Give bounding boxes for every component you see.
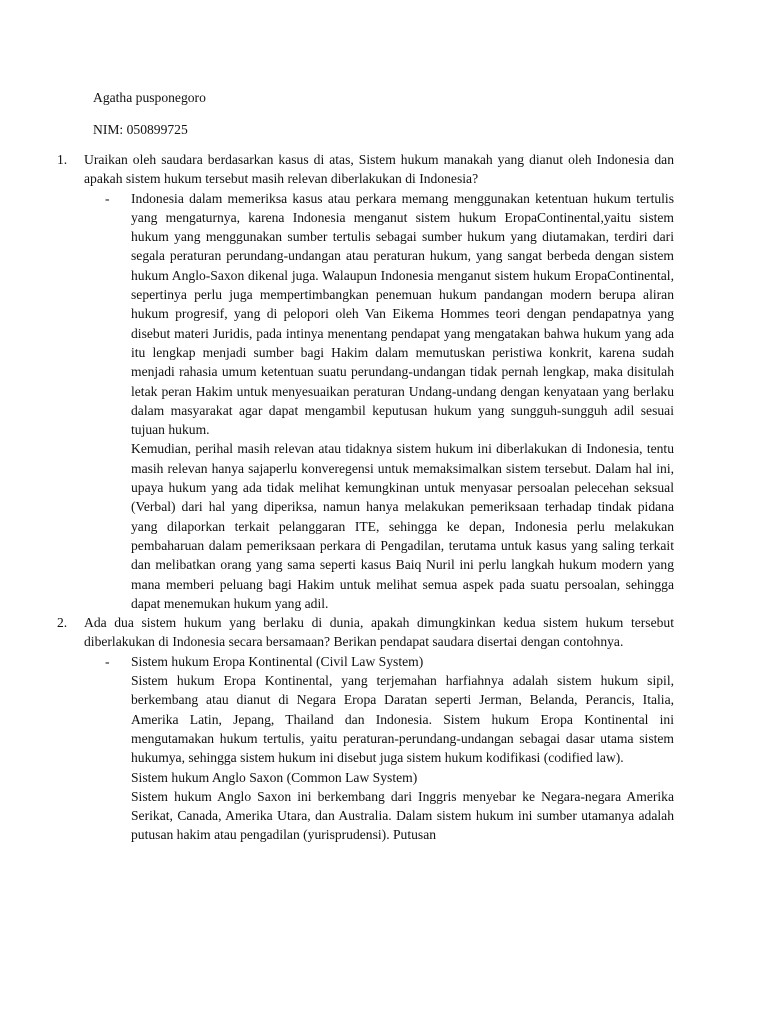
answer-paragraph: Kemudian, perihal masih relevan atau tidaknya sistem hukum ini diberlakukan di Indonesia, tentu masih relevan hanya sajaperlu konveregensi untuk memaksimalkan sistem tersebut. Dalam hal ini, upaya hukum yang ada tidak melihat kemungkinan untuk menyasar persoalan pelecehan seksual (Verbal) dari hal yang diperiksa, namun hanya melakukan pemeriksaan terhadap tindak pidana yang dilaporkan terkait pelanggaran ITE, sehingga ke depan, Indonesia perlu melakukan pembaharuan dalam pemeriksaan perkara di Pengadilan, terutama untuk kasus yang saling terkait dan melibatkan orang yang sama seperti kasus Baiq Nuril ini perlu langkah hukum modern yang mana memberi peluang bagi Hakim untuk melihat semua aspek pada suatu persoalan, sehingga dapat menemukan hukum yang adil. — [131, 441, 674, 611]
bullet-dash: - — [105, 190, 110, 206]
question-number: 1. — [57, 152, 68, 167]
question-list — [0, 150, 768, 845]
section-heading: Sistem hukum Eropa Kontinental (Civil Law System) — [131, 653, 424, 669]
question-number: 2. — [57, 615, 68, 631]
answer-1 — [105, 189, 674, 614]
student-nim: NIM: 050899725 — [93, 122, 188, 138]
section-heading: Sistem hukum Anglo Saxon (Common Law System) — [131, 769, 418, 785]
answer-2 — [105, 652, 674, 845]
document-header — [93, 88, 493, 140]
answer-paragraph: Sistem hukum Eropa Kontinental, yang terjemahan harfiahnya adalah sistem hukum sipil, berkembang atau dianut di Negara Eropa Daratan seperti Jerman, Belanda, Perancis, Italia, Amerika Latin, Jepang, Thailand dan Indonesia. Sistem hukum Eropa Kontinental ini mengutamakan hukum tertulis, yaitu peraturan-perundang-undangan sebagai dasar utama sistem hukumya, sehingga sistem hukum ini disebut juga sistem hukum kodifikasi (codified law). — [131, 673, 674, 766]
answer-paragraph: Sistem hukum Anglo Saxon ini berkembang dari Inggris menyebar ke Negara-negara Amerika Serikat, Canada, Amerika Utara, dan Australia. Dalam sistem hukum ini sumber utamanya adalah putusan hakim atau pengadilan (yurisprudensi). Putusan — [131, 788, 674, 843]
author-name: Agatha pusponegoro — [93, 90, 206, 105]
question-1 — [0, 150, 768, 613]
question-2 — [0, 613, 768, 845]
question-text: Uraikan oleh saudara berdasarkan kasus di atas, Sistem hukum manakah yang dianut oleh Indonesia dan apakah sistem hukum tersebut masih relevan diberlakukan di Indonesia? — [84, 152, 674, 187]
question-text: Ada dua sistem hukum yang berlaku di dunia, apakah dimungkinkan kedua sistem hukum tersebut diberlakukan di Indonesia secara bersamaan? Berikan pendapat saudara disertai dengan contohnya. — [84, 615, 674, 650]
bullet-dash: - — [105, 653, 110, 669]
answer-paragraph: Indonesia dalam memeriksa kasus atau perkara memang menggunakan ketentuan hukum tertulis yang mengaturnya, karena Indonesia menganut sistem hukum EropaContinental,yaitu sistem hukum yang menggunakan sumber tertulis sebagai sumber hukum yang diutamakan, terdiri dari segala peraturan perundang-undangan atau peraturan hukum, yang sangat berbeda dengan sistem hukum Anglo-Saxon dikenal juga. Walaupun Indonesia menganut sistem hukum EropaContinental, sepertinya perlu juga mempertimbangkan penemuan hukum pandangan modern berupa aliran hukum progresif, yang di pelopori oleh Van Eikema Hommes teori dengan pendapatnya yang disebut materi Juridis, pada intinya menentang pendapat yang mengatakan bahwa hukum yang ada itu lengkap menjadi sumber bagi Hakim dalam memutuskan peristiwa konkrit, karena sudah menjadi rahasia umum ketentuan suatu perundang-undangan tidak pernah lengkap, maka disitulah letak peran Hakim untuk menyesuaikan peraturan Undang-undang dengan kenyataan yang berlaku dalam masyarakat agar dapat mengambil keputusan hukum yang sungguh-sungguh adil sesuai tujuan hukum. — [131, 190, 674, 438]
